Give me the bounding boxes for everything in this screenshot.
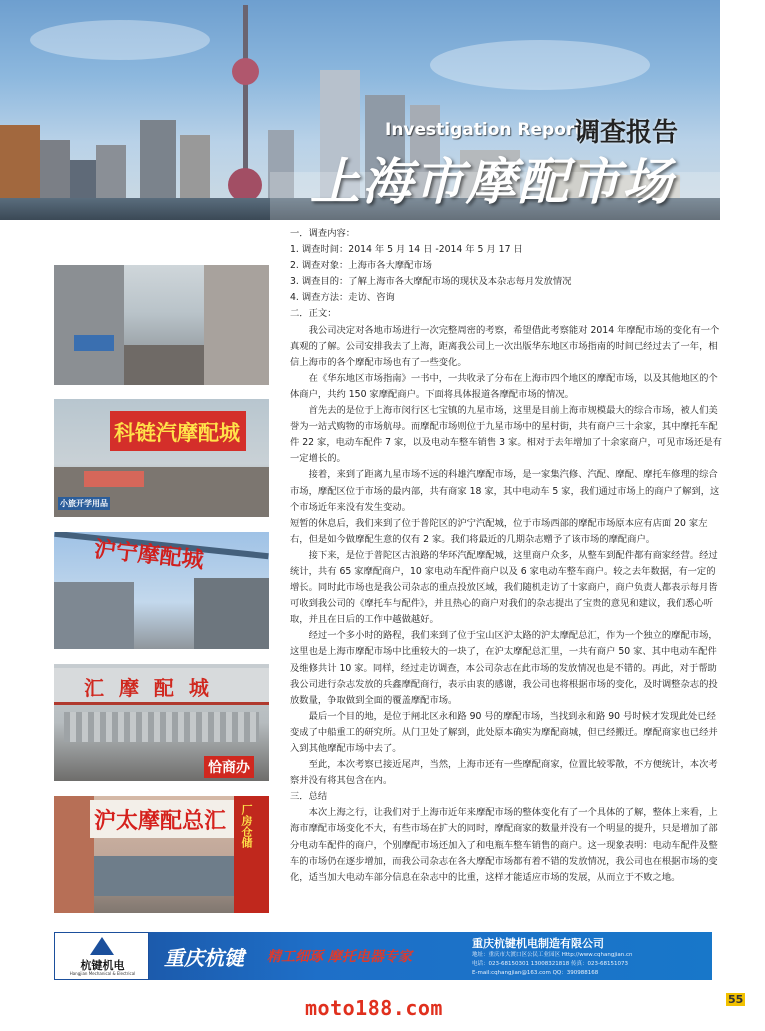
company-phone: 电话：023-68150301 13008321818 传真：023-68151073 bbox=[472, 961, 628, 967]
footer-advertisement bbox=[54, 932, 712, 980]
section-heading-summary: 三．总结 bbox=[290, 791, 328, 803]
building-left bbox=[54, 796, 94, 913]
photo-market-1 bbox=[54, 265, 269, 385]
paragraph: 在《华东地区市场指南》一书中，一共收录了分布在上海市四个地区的摩配市场，以及其他地区的个体商户，共约 150 家摩配商户。下面将具体报道各摩配市场的情况。 bbox=[290, 372, 718, 400]
building-left bbox=[54, 265, 124, 385]
company-address: 地址：重庆市大渡口区公民工业园区 Http://www.cqhangjian.cn bbox=[472, 952, 633, 958]
logo-icon bbox=[90, 937, 114, 955]
cloud bbox=[430, 40, 650, 90]
market-sign-text: 科链汽摩配城 bbox=[114, 421, 240, 445]
site-url: moto188.com bbox=[305, 996, 443, 1020]
title-cn-large: 上海市摩配市场 bbox=[310, 153, 674, 211]
awning bbox=[74, 335, 114, 351]
survey-purpose: 3. 调查目的：了解上海市各大摩配市场的现状及本杂志每月发放情况 bbox=[290, 276, 572, 288]
photo-market-2 bbox=[54, 399, 269, 517]
market-sign-text: 沪太摩配总汇 bbox=[94, 809, 227, 834]
photo-market-5 bbox=[54, 796, 269, 913]
shop-sign-text: 小旅开学用品 bbox=[60, 499, 108, 508]
brand-name: 重庆杭键 bbox=[164, 946, 244, 970]
paragraph: 最后一个目的地，是位于闸北区永和路 90 号的摩配市场，当找到永和路 90 号时候才发现此处已经变成了中船重工的研究所。从门卫处了解到，此处原本确实为摩配商城，但已经搬迁。摩配商家也已经并入到其他摩配市场中去了。 bbox=[290, 710, 718, 754]
photo-market-3 bbox=[54, 532, 269, 649]
market-sign-text: 沪宁摩配城 bbox=[92, 537, 205, 574]
company-email: E-mail:cqhangjian@163.com QQ：390988168 bbox=[472, 970, 599, 976]
cloud bbox=[30, 20, 210, 60]
building-right bbox=[194, 578, 269, 649]
side-sign-text: 恰商办 bbox=[204, 756, 254, 778]
paragraph: 经过一个多小时的路程，我们来到了位于宝山区沪太路的沪太摩配总汇，作为一个独立的摩配市场，这里也是上海市摩配市场中比重较大的一块了，在沪太摩配总汇里，一共有商户 50 家、其中电动车配件及维修共计 10 家。同样，经过走访调查，本公司杂志在此市场的发放情况也是不错的。再此，对于帮助我公司进行杂志发放的兵鑫摩配商行，表示由衷的感谢，我公司也将根据市场的变化，及时调整杂志的投放数量，争取做到全面的覆盖摩配市场。 bbox=[290, 630, 718, 706]
paragraph: 至此，本次考察已接近尾声，当然，上海市还有一些摩配商家，位置比较零散，不方便统计，本次考察并没有将其包含在内。 bbox=[290, 759, 718, 787]
building-right bbox=[204, 265, 269, 385]
title-cn-small: 调查报告 bbox=[574, 118, 679, 148]
logo-text: 杭键机电 bbox=[80, 959, 125, 972]
paragraph: 短暂的休息后，我们来到了位于普陀区的沪宁汽配城，位于市场西部的摩配市场原本应有店面 20 家左右，但是如今做摩配生意的仅有 2 家。我们将最近的几期杂志赠予了该市场的摩配商户。 bbox=[290, 517, 708, 545]
paragraph: 我公司决定对各地市场进行一次完整周密的考察，希望借此考察能对 2014 年摩配市场的变化有一个真观的了解。公司安排我去了上海，距离我公司上一次出版华东地区市场指南的时间已经过去了一年，相信上海市的各个摩配市场也有了一些变化。 bbox=[290, 324, 720, 368]
paragraph: 接着，来到了距离九星市场不远的科雄汽摩配市场，是一家集汽修、汽配、摩配、摩托车修理的综合市场，摩配区位于市场的最内部，共有商家 18 家，其中电动车 5 家，我们通过市场上的商户了解到，这个市场近年来没有发生变动。 bbox=[290, 469, 720, 513]
section-heading-body: 二．正文： bbox=[290, 308, 337, 320]
storefront bbox=[94, 856, 234, 896]
tower-sphere bbox=[232, 58, 259, 85]
survey-method: 4. 调查方法：走访、咨询 bbox=[290, 292, 395, 304]
article-body bbox=[290, 226, 724, 886]
photo-market-4 bbox=[54, 664, 269, 781]
street bbox=[124, 345, 204, 385]
page-number: 55 bbox=[728, 993, 744, 1006]
brand-slogan: 精工细琢 摩托电器专家 bbox=[267, 949, 412, 965]
paragraph: 接下来，是位于普陀区古浪路的华环汽配摩配城，这里商户众多，从整车到配件都有商家经营。经过统计，共有 65 家摩配商户，10 家电动车配件商户以及 6 家电动车整车商户。较之去年数据，有一定的增长。同时此市场也是我公司杂志的重点投放区域，我们随机走访了十家商户，商户负责人都表示每月皆可收到我公司的《摩托车与配件》，并且热心的商户对我们的杂志提出了宝贵的意见和建议，我们悉心听取，并且在日后的工作中越做越好。 bbox=[290, 549, 718, 626]
side-sign-text: 厂房仓储 bbox=[240, 804, 253, 848]
paragraph: 首先去的是位于上海市闵行区七宝镇的九星市场，这里是目前上海市规模最大的综合市场，被人们美誉为一站式购物的市场航母。而摩配市场则位于九星市场中的星村街，共有商户三十余家，其中摩托车配件 22 家，电动车配件 7 家，以及电动车整车销售 3 家。相对于去年增加了十余家商户，可见市场还是有一定增长的。 bbox=[290, 405, 722, 465]
company-logo bbox=[54, 932, 149, 980]
building-left bbox=[54, 582, 134, 649]
survey-target: 2. 调查对象：上海市各大摩配市场 bbox=[290, 260, 432, 272]
header-banner bbox=[0, 0, 720, 220]
section-heading-content: 一．调查内容： bbox=[290, 228, 356, 239]
gate-frame bbox=[64, 712, 259, 742]
summary-paragraph: 本次上海之行，让我们对于上海市近年来摩配市场的整体变化有了一个具体的了解，整体上来看，上海市摩配市场变化不大，有些市场在扩大的同时，摩配商家的数量并没有一个明显的提升，只是增加了部分电动车配件的商户，个别摩配市场还加入了和电瓶车整车销售的商户。这一现象表明：电动车配件及整车的市场仍在逐步增加，而我公司杂志在各大摩配市场都有着不错的发放情况，我公司也在根据市场的变化，适当加大电动车部分信息在杂志中的比重，这样才能适应市场的发展，从而立于不败之地。 bbox=[290, 807, 718, 883]
title-en: Investigation Report bbox=[385, 120, 583, 140]
umbrella bbox=[84, 471, 144, 487]
tower-sphere bbox=[228, 168, 262, 202]
survey-time: 1. 调查时间：2014 年 5 月 14 日 -2014 年 5 月 17 日 bbox=[290, 244, 523, 256]
company-name: 重庆杭键机电制造有限公司 bbox=[472, 937, 604, 950]
market-sign-text: 汇 摩 配 城 bbox=[84, 676, 213, 700]
logo-subtext: Hangjian Mechanical & Electrical bbox=[69, 971, 136, 976]
